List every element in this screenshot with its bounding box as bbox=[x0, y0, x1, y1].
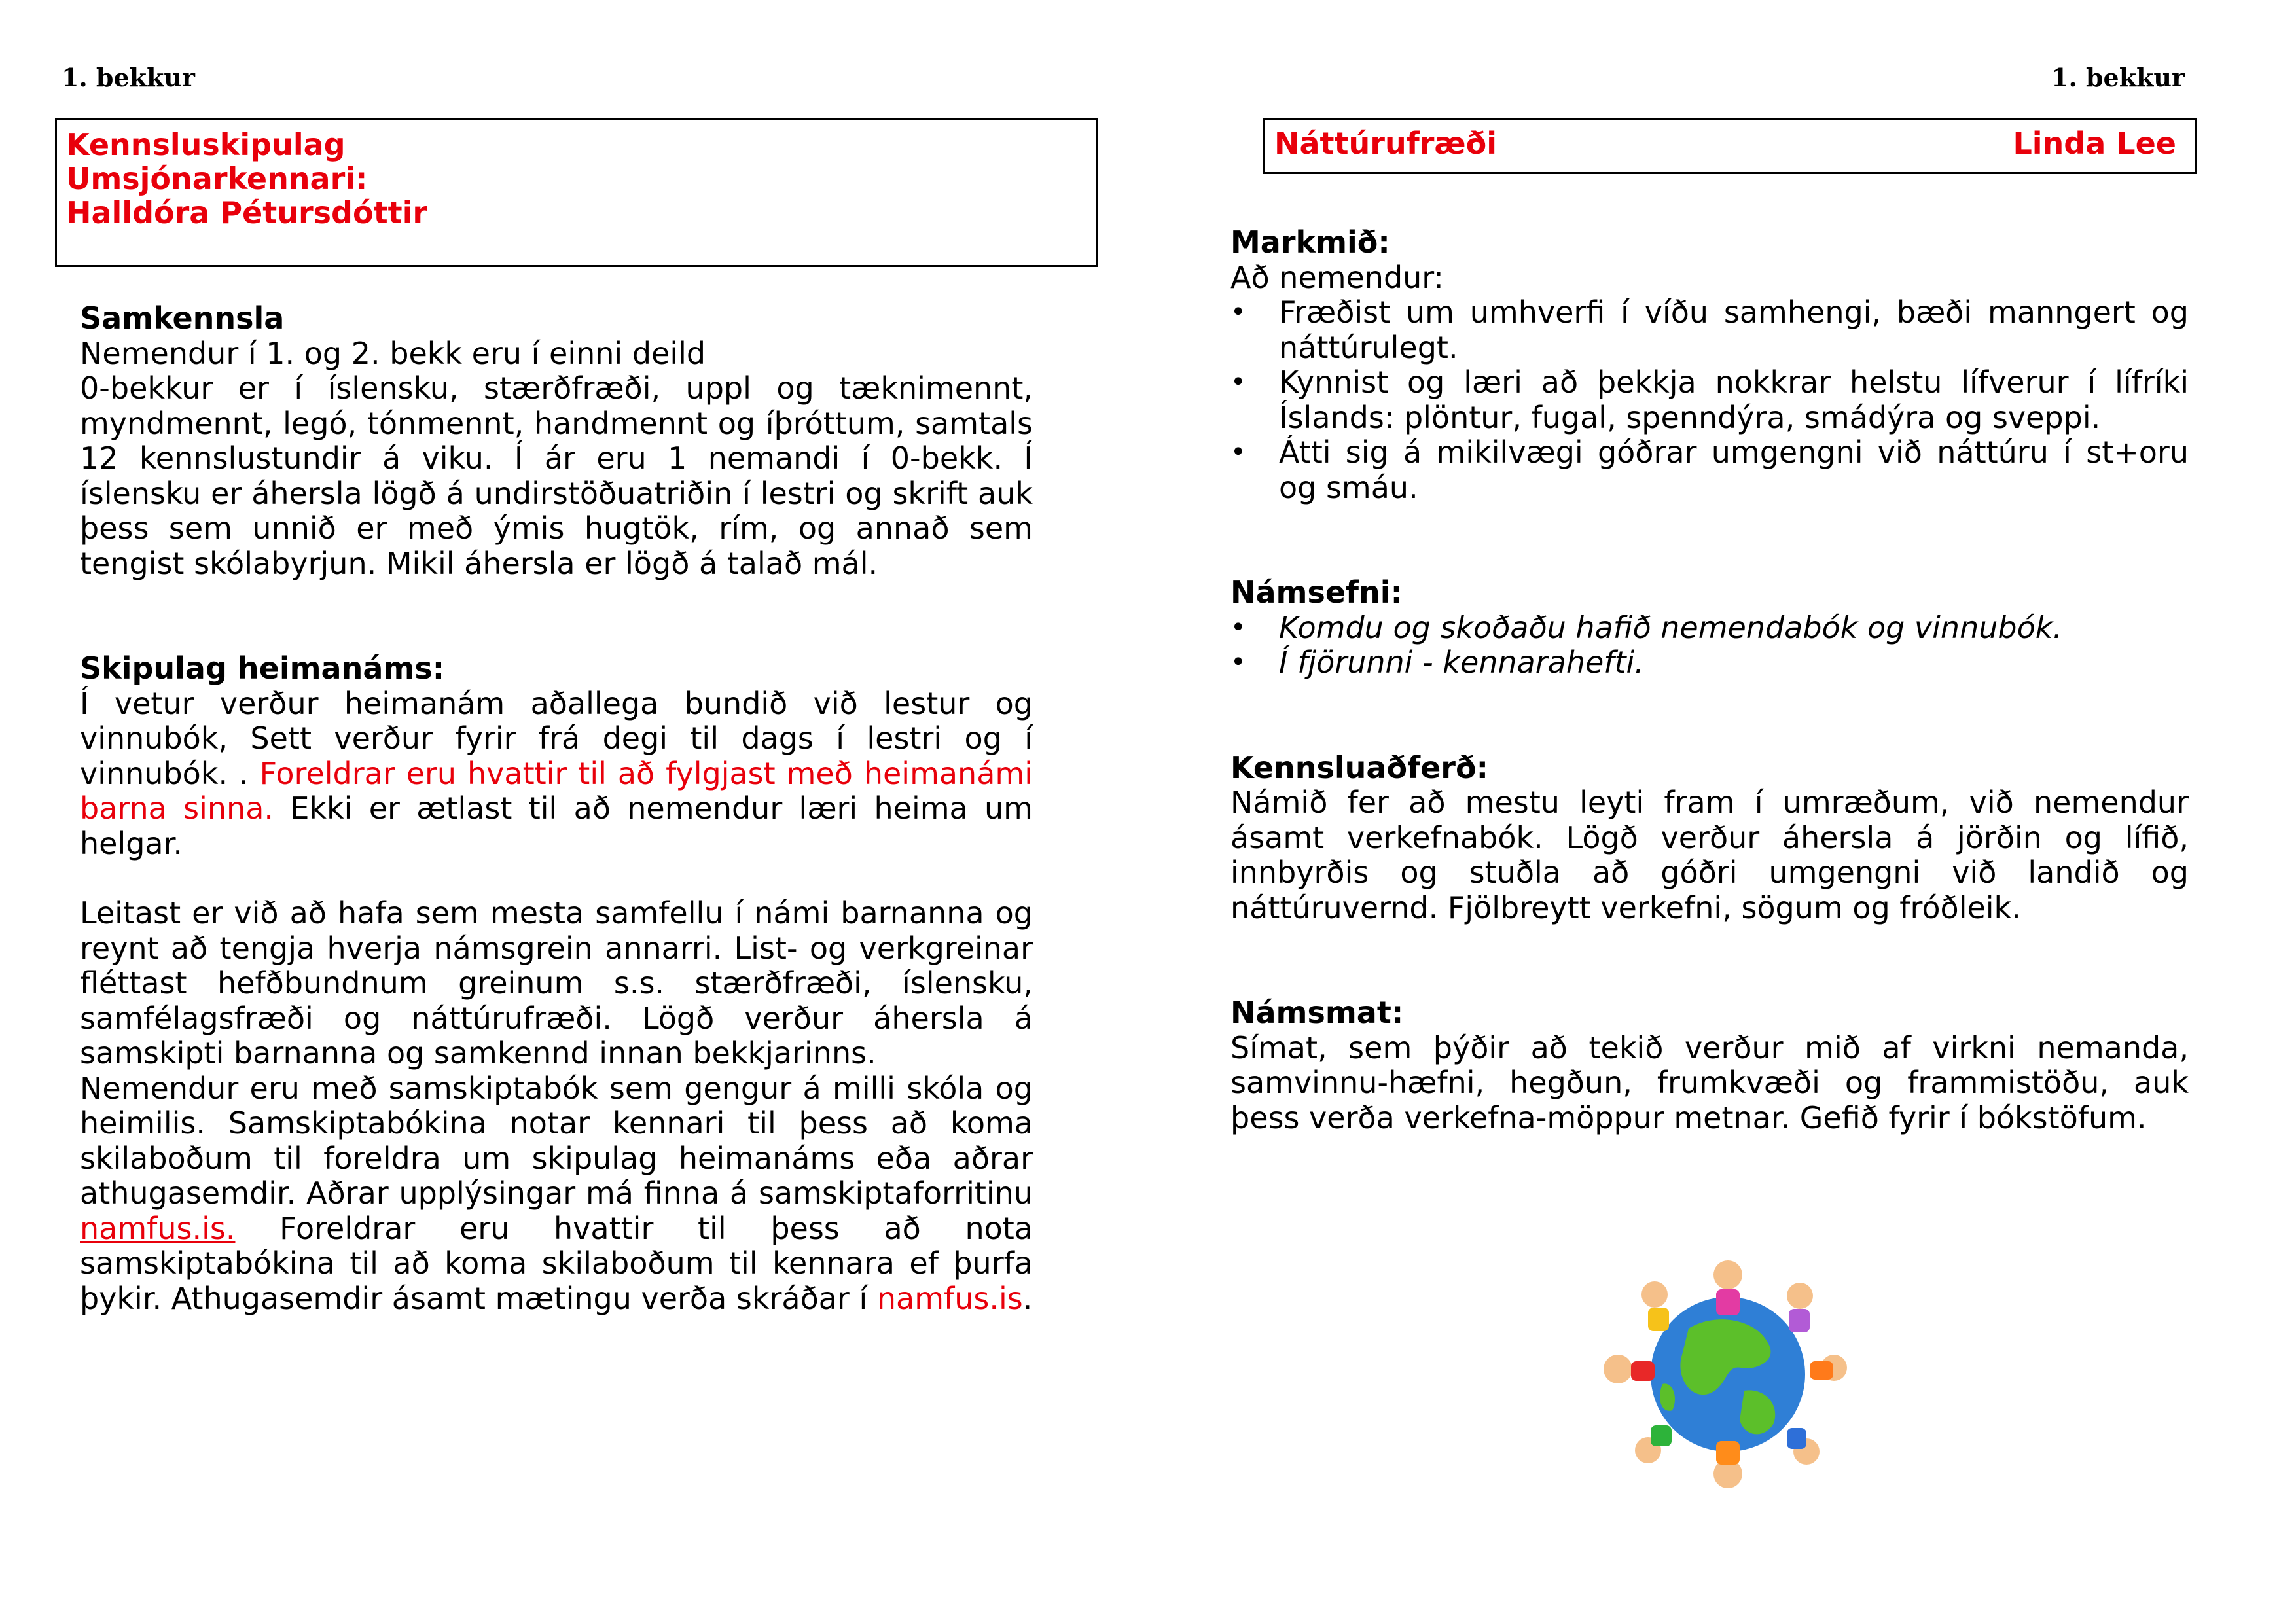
samskipti-text-b: Foreldrar eru hvattir til þess að nota samskiptabókina til að koma skilaboðum til kennara ef þurfa þykir. Athugasemdir ásamt mætingu verða skráðar í bbox=[80, 1210, 1033, 1316]
namsefni-list bbox=[1230, 611, 2189, 681]
namfus-link-2[interactable]: namfus.is bbox=[876, 1280, 1023, 1316]
namsmat-body: Símat, sem þýðir að tekið verður mið af virkni nemanda, samvinnu-hæfni, hegðun, frumkvæði og frammistöðu, auk þess verða verkefna-möppur metnar. Gefið fyrir í bókstöfum. bbox=[1230, 1029, 2189, 1135]
teaching-plan-box bbox=[55, 118, 1098, 267]
box-teacher-name: Halldóra Pétursdóttir bbox=[66, 195, 428, 230]
namfus-link-1[interactable]: namfus.is. bbox=[80, 1210, 236, 1246]
box-title: Kennsluskipulag bbox=[66, 127, 346, 162]
right-column bbox=[1230, 225, 2189, 1135]
samskipti-end: . bbox=[1022, 1280, 1033, 1316]
left-column bbox=[80, 301, 1033, 1316]
subject-title: Náttúrufræði bbox=[1274, 126, 1497, 161]
markmid-intro: Að nemendur: bbox=[1230, 259, 1444, 295]
heimanam-body bbox=[80, 687, 1033, 862]
grade-label-left: 1. bekkur bbox=[62, 63, 195, 92]
samkennsla-intro: Nemendur í 1. og 2. bekk eru í einni deild bbox=[80, 335, 706, 371]
list-item: • Í fjörunni - kennarahefti. bbox=[1230, 645, 2189, 681]
list-item: • Átti sig á mikilvægi góðrar umgengni við náttúru í st+oru og smáu. bbox=[1230, 435, 2189, 505]
grade-label-right: 1. bekkur bbox=[2051, 63, 2185, 92]
subject-box bbox=[1263, 118, 2197, 174]
samkennsla-heading: Samkennsla bbox=[80, 300, 285, 336]
kennsluadferd-body: Námið fer að mestu leyti fram í umræðum, við nemendur ásamt verkefnabók. Lögð verður áhersla á jörðin og lífið, innbyrðis og stuðla að góðri umgengni við landið og náttúruvernd. Fjölbreytt verkefni, sögum og fróðleik. bbox=[1230, 785, 2189, 925]
markmid-heading: Markmið: bbox=[1230, 224, 1390, 260]
heimanam-parents-note: Foreldrar eru hvattir til að fylgjast með heimanámi barna sinna. bbox=[80, 755, 1033, 826]
subject-teacher: Linda Lee bbox=[2013, 126, 2176, 161]
samskipti-paragraph bbox=[80, 1071, 1033, 1317]
children-around-globe-icon bbox=[1590, 1257, 1865, 1492]
markmid-list bbox=[1230, 295, 2189, 505]
list-item: • Komdu og skoðaðu hafið nemendabók og vinnubók. bbox=[1230, 611, 2189, 646]
kennsluadferd-heading: Kennsluaðferð: bbox=[1230, 749, 1488, 785]
list-item: • Kynnist og læri að þekkja nokkrar helstu lífverur í lífríki Íslands: plöntur, fugal, spenndýra, smádýra og sveppi. bbox=[1230, 365, 2189, 435]
heimanam-heading: Skipulag heimanáms: bbox=[80, 651, 445, 686]
list-item: • Fræðist um umhverfi í víðu samhengi, bæði manngert og náttúrulegt. bbox=[1230, 295, 2189, 365]
samfella-paragraph: Leitast er við að hafa sem mesta samfellu í námi barnanna og reynt að tengja hverja námsgrein annarri. List- og verkgreinar fléttast hefðbundnum greinum s.s. stærðfræði, íslensku, samfélagsfræði og náttúrufræði. Lögð verður áhersla á samskipti barnanna og samkennd innan bekkjarinns. bbox=[80, 895, 1033, 1071]
heimanam-text-2: Ekki er ætlast til að nemendur læri heima um helgar. bbox=[80, 791, 1033, 861]
namsefni-heading: Námsefni: bbox=[1230, 575, 1403, 610]
samskipti-text-a: Nemendur eru með samskiptabók sem gengur á milli skóla og heimilis. Samskiptabókina notar kennari til þess að koma skilaboðum til foreldra um skipulag heimanáms eða aðrar athugasemdir. Aðrar upplýsingar má finna á samskiptaforritinu bbox=[80, 1070, 1033, 1211]
box-teacher-label: Umsjónarkennari: bbox=[66, 161, 368, 196]
heimanam-text-1: Í vetur verður heimanám aðallega bundið við lestur og vinnubók, Sett verður fyrir frá degi til dags í lestri og í vinnubók. . bbox=[80, 685, 1033, 791]
samkennsla-body: 0-bekkur er í íslensku, stærðfræði, uppl og tæknimennt, myndmennt, legó, tónmennt, handmennt og íþróttum, samtals 12 kennslustundir á viku. Í ár eru 1 nemandi í 0-bekk. Í íslensku er áhersla lögð á undirstöðuatriðin í lestri og skrift auk þess sem unnið er með ýmis hugtök, rím, og annað sem tengist skólabyrjun. Mikil áhersla er lögð á talað mál. bbox=[80, 370, 1033, 581]
namsmat-heading: Námsmat: bbox=[1230, 995, 1404, 1030]
